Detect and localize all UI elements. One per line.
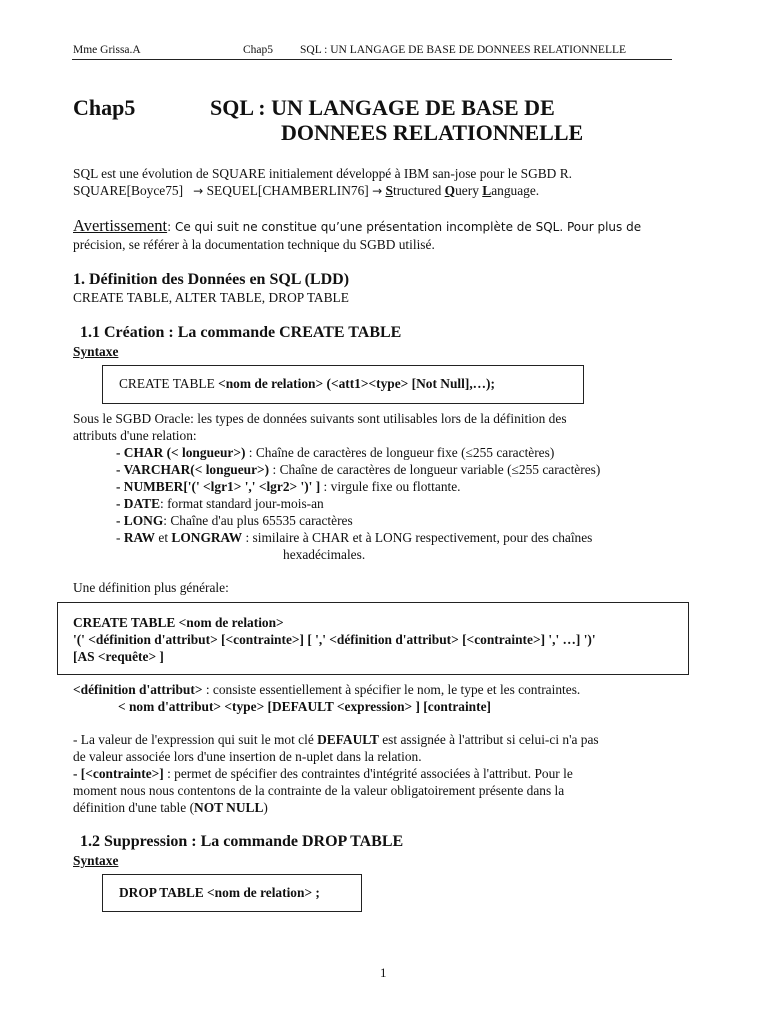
word-tructured: tructured — [392, 183, 442, 198]
create-table-syntax-box — [102, 365, 584, 404]
sequel-ref: SEQUEL[CHAMBERLIN76] — [206, 183, 369, 198]
acronym-q: Q — [444, 183, 456, 198]
type-item-char: - CHAR (< longueur>) : Chaîne de caractères de longueur fixe (≤255 caractères) — [116, 445, 555, 460]
drop-table-syntax-box — [102, 874, 362, 912]
default-para-line2: de valeur associée lors d'une insertion de n-uplet dans la relation. — [73, 749, 422, 764]
general-definition-box — [57, 602, 689, 675]
acronym-l: L — [482, 183, 492, 198]
chapter-title-line1: SQL : UN LANGAGE DE BASE DE — [210, 95, 555, 120]
create-table-args: <nom de relation> (<att1><type> [Not Null],…); — [218, 376, 495, 391]
attr-def-line: <définition d'attribut> : consiste essentiellement à spécifier le nom, le type et les contraintes. — [73, 682, 581, 697]
header-chapter: Chap5 — [243, 44, 274, 56]
intro-line1: SQL est une évolution de SQUARE initialement développé à IBM san-jose pour le SGBD R. — [73, 166, 572, 181]
type-item-number: - NUMBER['(' <lgr1> ',' <lgr2> ')' ] : virgule fixe ou flottante. — [116, 479, 461, 494]
section1-title: 1. Définition des Données en SQL (LDD) — [73, 271, 350, 288]
default-para-line1: - La valeur de l'expression qui suit le mot clé DEFAULT est assignée à l'attribut si celui-ci n'a pas — [73, 732, 599, 747]
word-anguage: anguage. — [491, 183, 540, 198]
oracle-line1: Sous le SGBD Oracle: les types de données suivants sont utilisables lors de la définition des — [73, 411, 567, 426]
chapter-number: Chap5 — [73, 95, 136, 120]
header-author: Mme Grissa.A — [73, 44, 141, 56]
warning-text: : Ce qui suit ne constitue qu’une présentation incomplète de SQL. Pour plus de — [167, 220, 642, 234]
section12-title: 1.2 Suppression : La commande DROP TABLE — [80, 833, 404, 850]
warning-label: Avertissement — [73, 216, 168, 235]
intro-line2 — [73, 183, 539, 199]
type-item-varchar: - VARCHAR(< longueur>) : Chaîne de caractères de longueur variable (≤255 caractères) — [116, 462, 601, 477]
section1-subtitle: CREATE TABLE, ALTER TABLE, DROP TABLE — [73, 290, 349, 305]
section12-syntax-label: Syntaxe — [73, 853, 119, 868]
drop-table-syntax: DROP TABLE <nom de relation> ; — [119, 885, 320, 900]
create-table-syntax — [119, 376, 495, 392]
general-intro: Une définition plus générale: — [73, 580, 229, 595]
constraint-para-line3: définition d'une table (NOT NULL) — [73, 800, 268, 815]
header-title: SQL : UN LANGAGE DE BASE DE DONNEES RELATIONNELLE — [300, 44, 627, 56]
constraint-para-line2: moment nous nous contentons de la contrainte de la valeur obligatoirement présente dans la — [73, 783, 565, 798]
warning-line2: précision, se référer à la documentation technique du SGBD utilisé. — [73, 237, 435, 252]
arrow-right-icon: → — [193, 184, 204, 198]
general-line1: CREATE TABLE <nom de relation> — [73, 615, 284, 630]
oracle-line2: attributs d'une relation: — [73, 428, 197, 443]
type-item-raw: - RAW et LONGRAW : similaire à CHAR et à LONG respectivement, pour des chaînes — [116, 530, 593, 545]
type-item-raw-cont: hexadécimales. — [283, 547, 366, 562]
type-item-long: - LONG: Chaîne d'au plus 65535 caractères — [116, 513, 353, 528]
type-item-date: - DATE: format standard jour-mois-an — [116, 496, 324, 511]
acronym-s: S — [385, 183, 393, 198]
word-uery: uery — [455, 183, 479, 198]
constraint-para-line1: - [<contrainte>] : permet de spécifier des contraintes d'intégrité associées à l'attribut. Pour le — [73, 766, 573, 781]
chapter-title-line2: DONNEES RELATIONNELLE — [281, 120, 584, 145]
section11-syntax-label: Syntaxe — [73, 344, 119, 359]
header-rule — [72, 59, 672, 60]
section11-title: 1.1 Création : La commande CREATE TABLE — [80, 324, 402, 341]
attr-def-syntax: < nom d'attribut> <type> [DEFAULT <expression> ] [contrainte] — [118, 699, 491, 714]
create-table-keyword: CREATE TABLE — [119, 376, 219, 391]
page-number: 1 — [380, 965, 387, 980]
arrow-right-icon: → — [372, 184, 383, 198]
warning-line1 — [73, 216, 641, 236]
square-ref: SQUARE[Boyce75] — [73, 183, 184, 198]
general-line2: '(' <définition d'attribut> [<contrainte>] [ ',' <définition d'attribut> [<contrainte>] ',' …] ')' — [73, 632, 596, 647]
general-line3: [AS <requête> ] — [73, 649, 164, 664]
